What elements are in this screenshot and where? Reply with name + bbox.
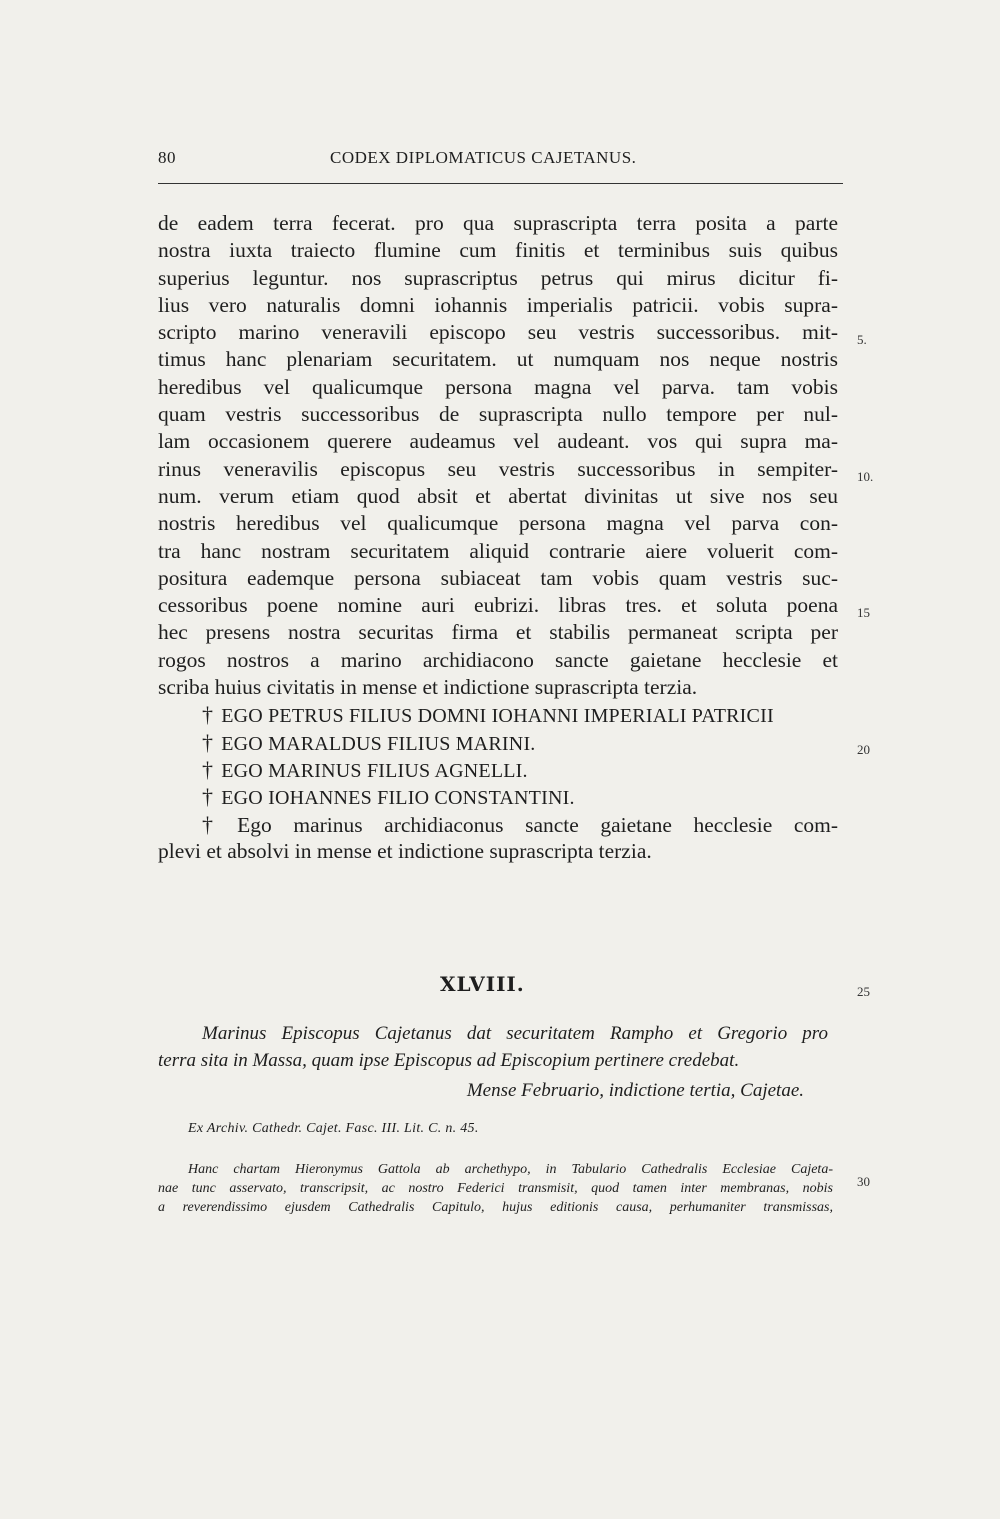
- body-line: nostra iuxta traiecto flumine cum finitis et terminibus suis quibus: [158, 238, 838, 263]
- document-number: XLVIII.: [440, 972, 525, 996]
- summary-line: Marinus Episcopus Cajetanus dat securitatem Rampho et Gregorio pro: [202, 1023, 828, 1044]
- footnote-line: Hanc chartam Hieronymus Gattola ab archethypo, in Tabulario Cathedralis Ecclesiae Cajeta-: [188, 1162, 833, 1177]
- body-line: quam vestris successoribus de suprascripta nullo tempore per nul-: [158, 402, 838, 427]
- cross-icon: †: [202, 702, 214, 728]
- signature-line: [158, 783, 838, 810]
- body-line: timus hanc plenariam securitatem. ut numquam nos neque nostris: [158, 347, 838, 372]
- cross-icon: †: [202, 756, 214, 782]
- margin-line-number: 30: [857, 1174, 870, 1189]
- body-line: positura eademque persona subiaceat tam vobis quam vestris suc-: [158, 565, 838, 590]
- body-line: lam occasionem querere audeamus vel audeant. vos qui supra ma-: [158, 429, 838, 454]
- summary-date: Mense Februario, indictione tertia, Cajetae.: [466, 1080, 804, 1101]
- body-line: heredibus vel qualicumque persona magna vel parva. tam vobis: [158, 374, 838, 399]
- closing-line: [158, 811, 838, 838]
- document-summary: [158, 1020, 828, 1104]
- footnote-line: a reverendissimo ejusdem Cathedralis Capitulo, hujus editionis causa, perhumaniter transmissas,: [158, 1200, 833, 1215]
- archive-source: Ex Archiv. Cathedr. Cajet. Fasc. III. Lit. C. n. 45.: [188, 1121, 479, 1136]
- running-head: [158, 148, 838, 172]
- body-line: cessoribus poene nomine auri eubrizi. libras tres. et soluta poena: [158, 593, 838, 618]
- footnote-line: nae tunc asservato, transcripsit, ac nostro Federici transmisit, quod tamen inter membranas, nobis: [158, 1181, 833, 1196]
- body-line: nostris heredibus vel qualicumque persona magna vel parva con-: [158, 511, 838, 536]
- margin-line-number: 25: [857, 984, 870, 999]
- margin-line-number: 10.: [857, 469, 874, 484]
- body-line: superius leguntur. nos suprascriptus petrus qui mirus dicitur fi-: [158, 265, 838, 290]
- running-title: CODEX DIPLOMATICUS CAJETANUS.: [330, 148, 637, 167]
- closing-line-2: plevi et absolvi in mense et indictione suprascripta terzia.: [158, 838, 652, 863]
- body-line: de eadem terra fecerat. pro qua suprascripta terra posita a parte: [158, 211, 838, 235]
- margin-line-number: 5.: [857, 332, 867, 347]
- signature-text: EGO MARINUS FILIUS AGNELLI.: [221, 759, 528, 782]
- header-rule: [158, 183, 843, 184]
- body-line: tra hanc nostram securitatem aliquid contrarie aiere voluerit com-: [158, 538, 838, 563]
- margin-line-number: 15: [857, 605, 870, 620]
- body-line: rogos nostros a marino archidiacono sancte gaietane hecclesie et: [158, 647, 838, 672]
- summary-line: terra sita in Massa, quam ipse Episcopus ad Episcopium pertinere credebat.: [158, 1050, 740, 1071]
- body-line: rinus veneravilis episcopus seu vestris successoribus in sempiter-: [158, 456, 838, 481]
- signature-text: EGO MARALDUS FILIUS MARINI.: [221, 732, 536, 755]
- body-line: lius vero naturalis domni iohannis imperialis patricii. vobis supra-: [158, 292, 838, 317]
- body-line: num. verum etiam quod absit et abertat divinitas ut sive nos seu: [158, 483, 838, 508]
- body-line: scriba huius civitatis in mense et indictione suprascripta terzia.: [158, 675, 698, 700]
- signature-text: EGO PETRUS FILIUS DOMNI IOHANNI IMPERIALI PATRICII: [221, 705, 774, 728]
- signature-line: [158, 756, 838, 783]
- footnote: [158, 1160, 833, 1217]
- cross-icon: †: [202, 729, 214, 755]
- margin-line-number: 20: [857, 742, 870, 757]
- signature-line: [158, 701, 838, 728]
- body-line: hec presens nostra securitas firma et stabilis permaneat scripta per: [158, 620, 838, 645]
- body-line: scripto marino veneravili episcopo seu vestris successoribus. mit-: [158, 320, 838, 345]
- closing-text-1: Ego marinus archidiaconus sancte gaietane hecclesie com-: [237, 812, 838, 837]
- cross-icon: †: [202, 784, 214, 810]
- cross-icon: †: [202, 811, 230, 837]
- signature-text: EGO IOHANNES FILIO CONSTANTINI.: [221, 787, 575, 810]
- page-number: 80: [158, 148, 176, 167]
- signature-line: [158, 729, 838, 756]
- document-body: [158, 210, 838, 865]
